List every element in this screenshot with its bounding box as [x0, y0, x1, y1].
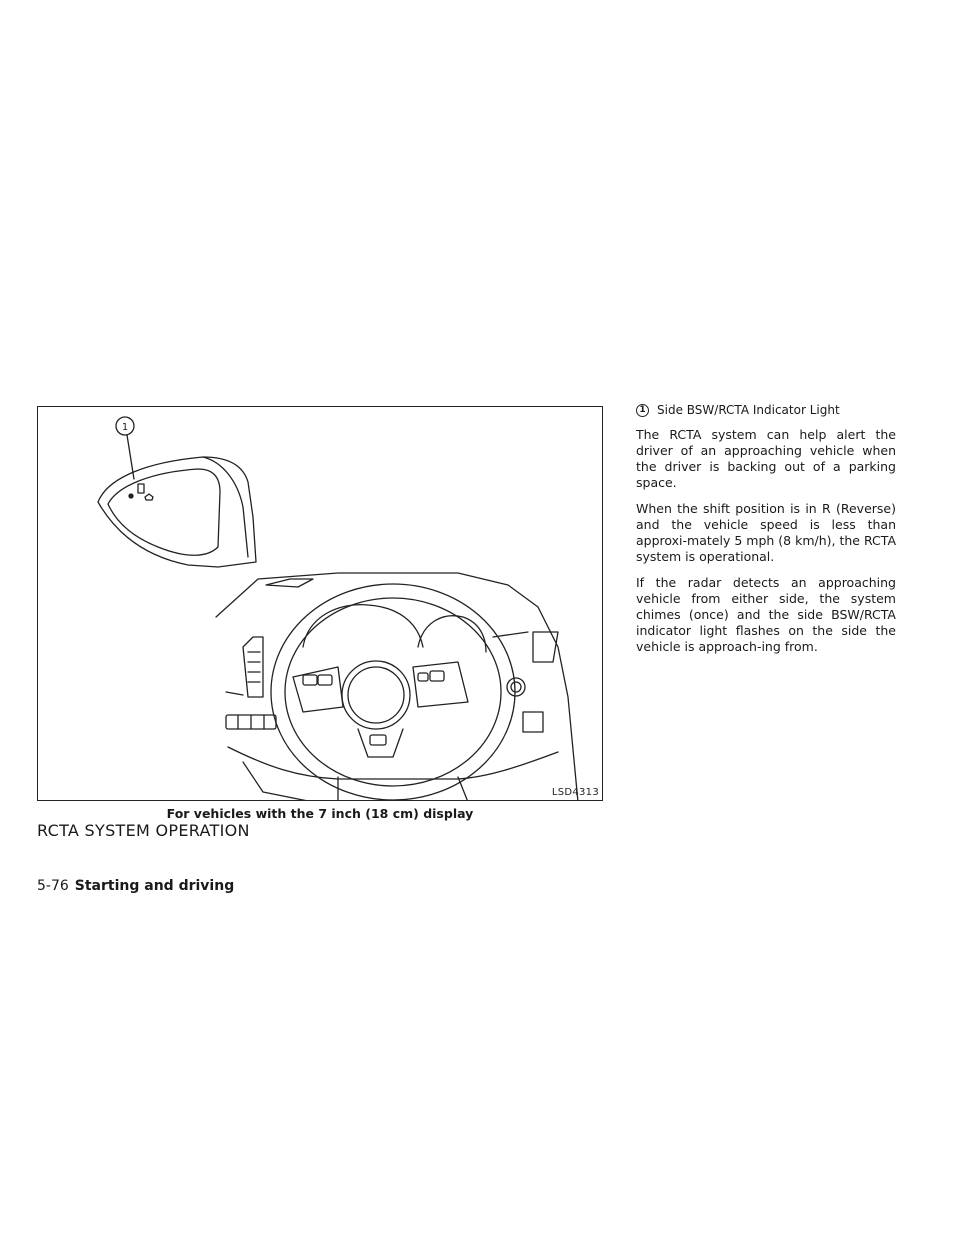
- page-number: 5-76: [37, 878, 69, 894]
- mirror-housing: [98, 457, 256, 567]
- left-spoke-controls: [293, 667, 343, 712]
- callout-item: [636, 403, 896, 417]
- start-button: [507, 678, 525, 696]
- gauge-left: [303, 605, 423, 647]
- mirror-glass: [108, 469, 220, 555]
- footer-section-name: Starting and driving: [74, 878, 235, 894]
- right-spoke-controls: [413, 662, 468, 707]
- steering-wheel-outer: [271, 584, 515, 800]
- paragraph-alert-behavior: If the radar detects an approaching vehicle from either side, the system chimes (once) and the side BSW/RCTA indicator light flashes on the side the vehicle is approach-ing from.: [636, 575, 896, 654]
- steering-wheel-inner: [285, 598, 501, 786]
- callout-number-label: 1: [121, 422, 129, 433]
- right-vent: [533, 632, 558, 662]
- figure-caption: For vehicles with the 7 inch (18 cm) display: [166, 806, 474, 821]
- left-vent: [243, 637, 263, 697]
- gauge-right: [418, 616, 486, 652]
- dashboard-mirror-illustration: [38, 407, 603, 801]
- callout-label: Side BSW/RCTA Indicator Light: [657, 403, 840, 417]
- indicator-dot: [129, 494, 133, 498]
- callout-number-icon: 1: [636, 404, 649, 417]
- figure-code: LSD4313: [551, 787, 599, 798]
- steering-hub: [342, 661, 410, 729]
- body-text-column: [636, 403, 896, 665]
- paragraph-operation-conditions: When the shift position is in R (Reverse) and the vehicle speed is less than approxi-mately 5 mph (8 km/h), the RCTA system is operational.: [636, 501, 896, 564]
- indicator-car-icon: [138, 484, 144, 493]
- page-footer: [37, 878, 234, 894]
- section-title: RCTA SYSTEM OPERATION: [37, 821, 250, 840]
- dashboard-outline: [216, 573, 578, 801]
- illustration-figure: [37, 406, 603, 801]
- lower-spoke: [358, 729, 403, 757]
- paragraph-intro: The RCTA system can help alert the driver of an approaching vehicle when the driver is backing out of a parking space.: [636, 427, 896, 490]
